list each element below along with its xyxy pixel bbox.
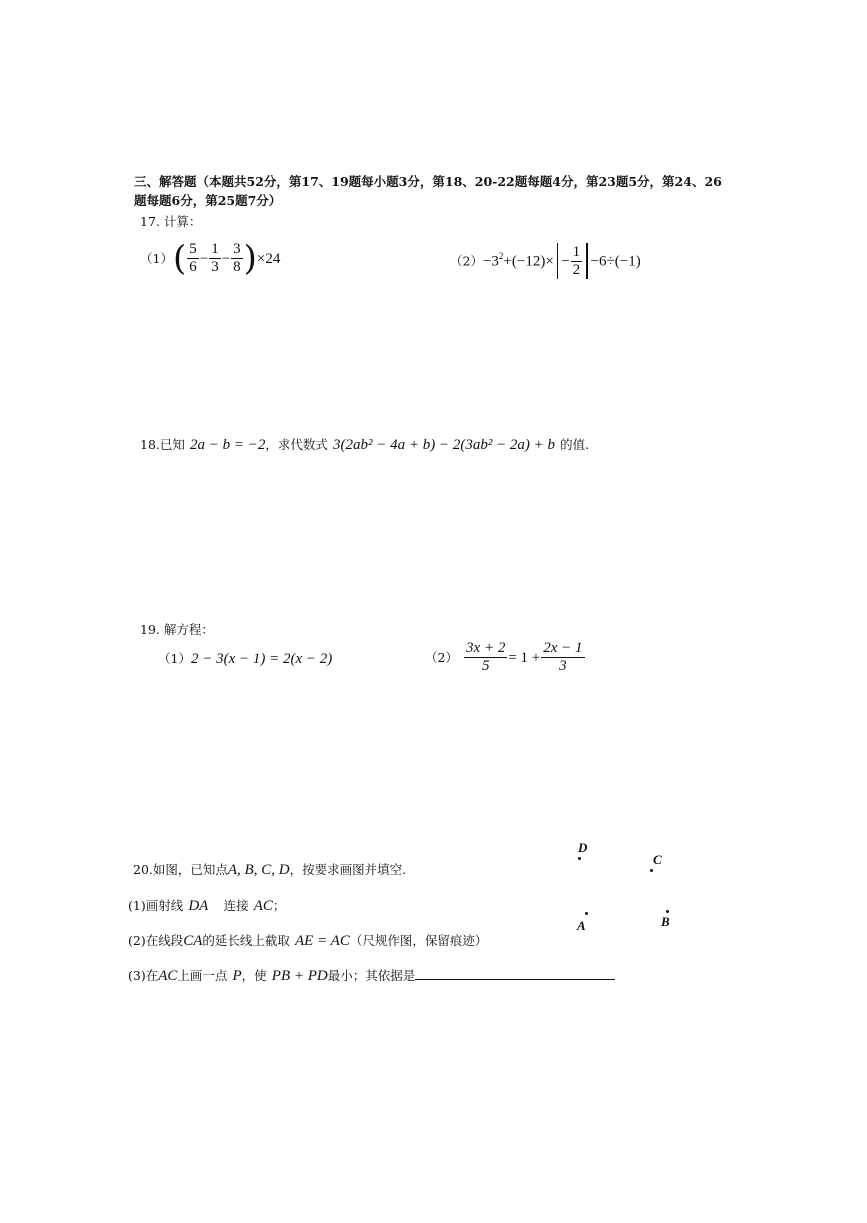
q20-intro-b: ，按要求画图并填空. [289,862,407,877]
q20-s3-seg: AC [158,968,178,984]
q19-p2-label: （2） [425,650,458,665]
q20-s1-seg: AC [253,898,273,914]
q17-p2-label: （2） [450,253,483,269]
q17-p1-minus2: − [221,251,231,267]
q18 [140,434,589,454]
q19-p2-frac1 [464,640,507,675]
point-b-dot [666,910,669,913]
q19-title: 19. 解方程： [140,622,214,637]
q17-p2-abs-right [586,243,587,279]
q19-p2-frac1-num: 3x + 2 [466,640,506,656]
q20-s2-eq: AE = AC [295,933,350,949]
point-d-dot [578,857,581,860]
q17-p1-frac1-den: 6 [189,259,197,275]
q17-p2-abs-left [557,243,558,279]
q19-p1-label: （1） [158,651,191,666]
q17-p2-frac-num: 1 [572,243,581,260]
q20-step1 [128,895,285,915]
q20-intro [133,859,406,879]
q18-expr: 3(2ab² − 4a + b) − 2(3ab² − 2a) + b [332,437,556,453]
q20-s3-p: P [232,968,242,984]
q17-p1-frac3-num: 3 [233,241,241,257]
q19-p2-frac1-den: 5 [481,658,490,674]
q17-p1-lparen: ( [172,238,187,279]
q20-s1-ray: DA [188,898,209,914]
q19-part2 [425,640,586,675]
q17-p1-rparen: ) [243,238,257,279]
q17-p1-frac2-num: 1 [211,241,219,257]
point-c-dot [650,869,653,872]
q17-p2-b: +(−12)× [503,253,554,270]
q20-s2-seg: CA [183,933,203,949]
q17-p2-frac [571,244,583,279]
q20-s3-sum: PB + PD [271,968,328,984]
q19-p2-frac2 [541,640,584,675]
q19-part1 [158,648,332,668]
q20-s2-c: （尺规作图，保留痕迹） [349,933,488,948]
q17-p2-c: −6÷(−1) [590,253,641,270]
point-d-label: D [578,840,588,855]
q20-s2-b: 的延长线上截取 [202,933,290,948]
q20-intro-a: 20.如图，已知点 [133,862,228,877]
q19-p2-frac2-num: 2x − 1 [543,640,583,656]
q17-p1-frac3-den: 8 [233,259,241,275]
q17-p1-frac1 [187,241,199,276]
q17-p1-label: （1） [140,251,173,266]
q20-s1-b: 连接 [223,898,249,913]
q17-part2 [450,243,641,279]
q18-prefix: 18.已知 [140,437,185,452]
q20-s3-d: 最小；其依据是 [327,968,416,983]
q17-title: 17. 计算： [140,214,202,229]
q20-s1-c: ； [272,898,286,913]
q20-answer-blank[interactable] [415,965,615,980]
q18-mid: ，求代数式 [265,437,328,452]
q20-s1-a: (1)画射线 [128,898,184,913]
point-c-label: C [653,852,662,867]
q17-p1-frac3 [231,241,243,276]
q17-p2-a: −3 [482,253,499,270]
q17-p1-tail: ×24 [256,251,281,267]
q20-intro-points: A, B, C, D [227,862,290,878]
q20-s3-c: ，使 [241,968,267,983]
q20-s2-a: (2)在线段 [128,933,184,948]
q17-p2-frac-den: 2 [572,261,581,278]
q17-p1-minus1: − [199,251,209,267]
point-a-label: A [577,918,586,933]
q18-given: 2a − b = −2 [189,437,266,453]
point-a-dot [585,912,588,915]
q17-p1-frac2-den: 3 [211,259,219,275]
section-header: 三、解答题（本题共52分，第17、19题每小题3分，第18、20-22题每题4分，第23题5分，第24、26题每题6分，第25题7分） [134,174,722,208]
q19-p1-eq: 2 − 3(x − 1) = 2(x − 2) [190,651,333,667]
q17-p2-minus: − [561,253,570,270]
q17-p1-frac2 [209,241,221,276]
point-b-label: B [661,914,670,929]
q17-p1-frac1-num: 5 [189,241,197,257]
q20-step2 [128,930,487,950]
q17-p2-sup: 2 [498,251,504,262]
q19-p2-frac2-den: 3 [559,658,567,674]
q19-p2-mid: = 1 + [508,650,541,666]
q20-s3-a: (3)在 [128,968,159,983]
q20-s3-b: 上画一点 [177,968,228,983]
q17-part1 [140,238,281,279]
q20-step3 [128,965,615,985]
q18-suffix: 的值. [560,437,590,452]
